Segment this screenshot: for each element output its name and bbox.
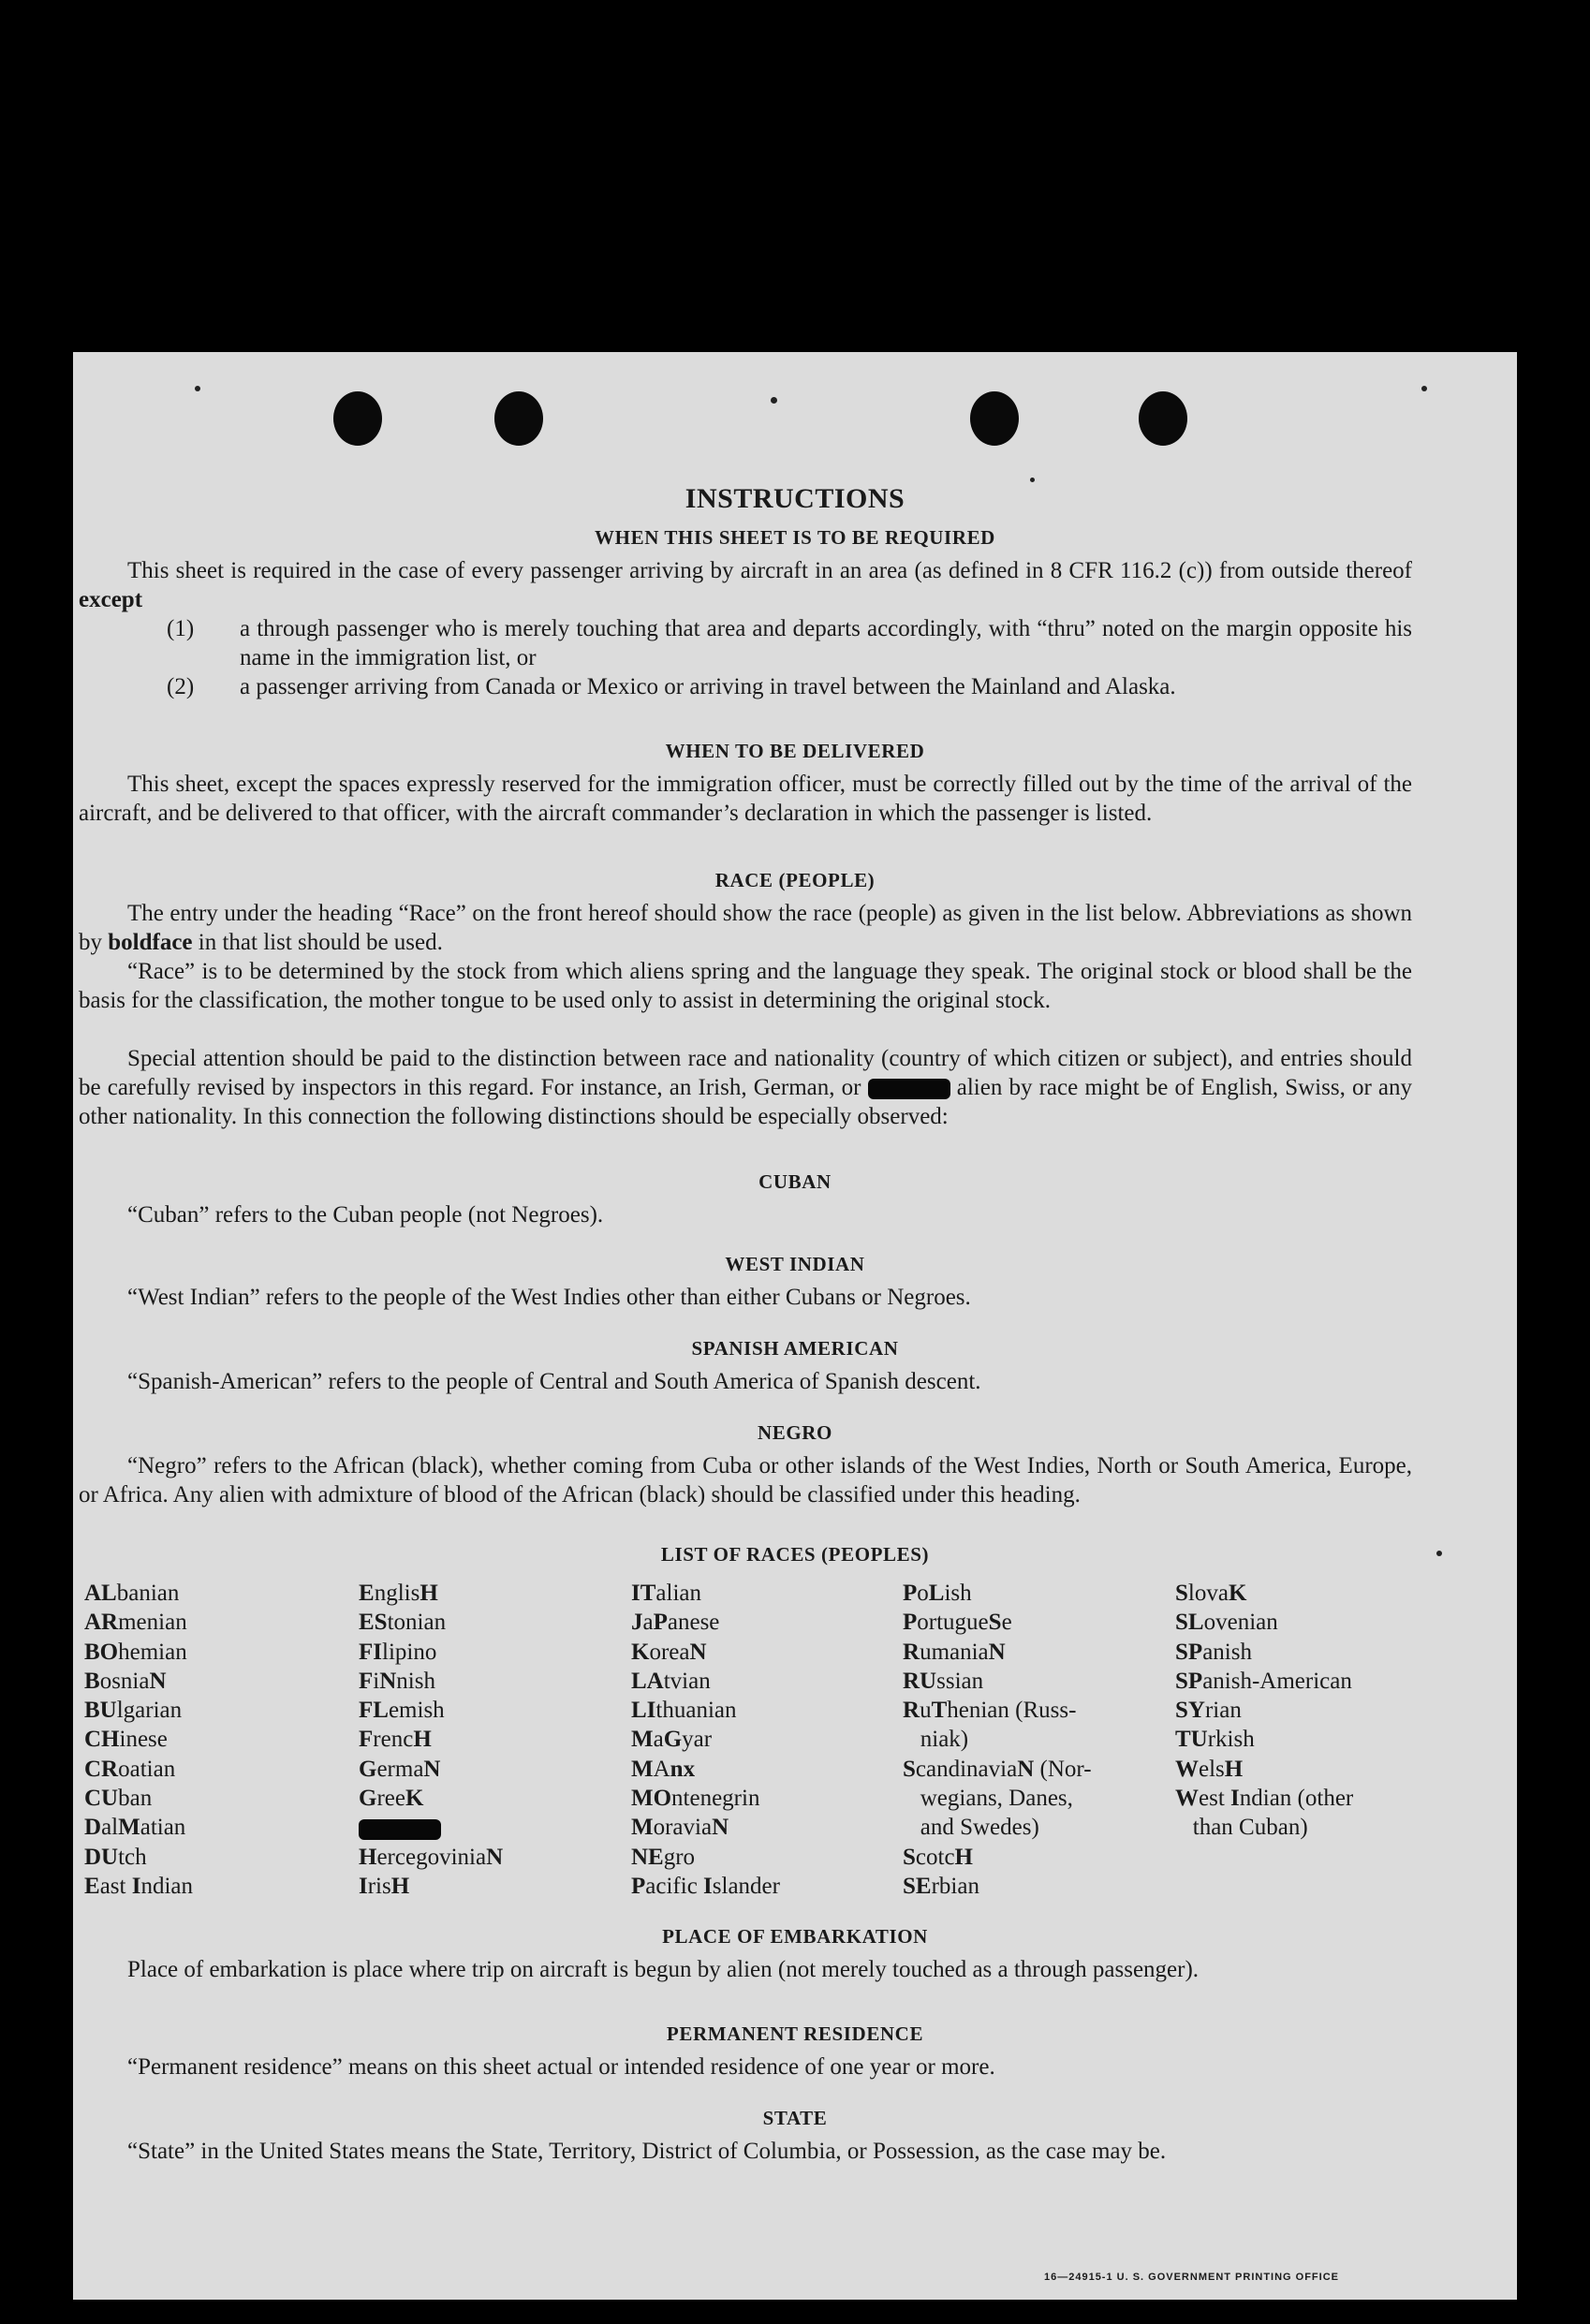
race-list-item: SErbian bbox=[903, 1873, 979, 1899]
list-number: (2) bbox=[167, 674, 195, 699]
race-list-item: MOntenegrin bbox=[631, 1786, 760, 1812]
race-list-item: GermaN bbox=[359, 1756, 441, 1782]
race-list-item: ScandinaviaN (Nor- bbox=[903, 1756, 1092, 1782]
race-list-item: ARmenian bbox=[84, 1610, 187, 1636]
heading-state: STATE bbox=[762, 2107, 828, 2129]
document-sheet bbox=[73, 352, 1517, 2300]
race-list-item: KoreaN bbox=[631, 1639, 707, 1665]
race-list-item: SPanish bbox=[1175, 1639, 1252, 1665]
heading-permanent-residence: PERMANENT RESIDENCE bbox=[666, 2022, 924, 2045]
speck bbox=[1030, 478, 1035, 482]
paragraph-spanish-american: “Spanish-American” refers to the people of Central and South America of Spanish descent. bbox=[127, 1369, 981, 1394]
race-list-item: SLovenian bbox=[1175, 1610, 1278, 1636]
race-list-item: HercegoviniaN bbox=[359, 1844, 504, 1870]
race-list-item: RuThenian (Russ- bbox=[903, 1698, 1077, 1724]
text-race-1a: The entry under the heading “Race” on the front hereof should show the race (people) as given in the list below. Abbreviations as shown by bbox=[79, 901, 1412, 955]
redaction-mark bbox=[868, 1079, 950, 1099]
printing-office-footer: 16—24915-1 U. S. GOVERNMENT PRINTING OFFICE bbox=[1043, 2272, 1339, 2283]
race-list-item: FIlipino bbox=[359, 1639, 437, 1665]
race-list-item: EStonian bbox=[359, 1610, 447, 1636]
race-list-item: RUssian bbox=[903, 1668, 984, 1694]
heading-list-of-races: LIST OF RACES (PEOPLES) bbox=[660, 1543, 930, 1566]
races-column-1 bbox=[84, 1579, 193, 1901]
paragraph-race-1 bbox=[79, 899, 1412, 957]
text-race-3b: alien by race might be of English, Swiss, or any other nationality. In this connection the following distinctions should be especially observed: bbox=[79, 1075, 1413, 1129]
heading-spanish-american: SPANISH AMERICAN bbox=[691, 1337, 899, 1360]
race-list-item: MoraviaN bbox=[631, 1815, 729, 1841]
race-list-item: MaGyar bbox=[631, 1727, 713, 1753]
text-race-1b: in that list should be used. bbox=[198, 930, 443, 955]
heading-when-delivered: WHEN TO BE DELIVERED bbox=[665, 740, 925, 762]
race-list-item: CRoatian bbox=[84, 1756, 176, 1782]
race-list-item: TUrkish bbox=[1175, 1727, 1255, 1753]
punch-hole bbox=[970, 391, 1019, 446]
race-list-item: SPanish-American bbox=[1175, 1668, 1352, 1694]
race-list-item: Pacific Islander bbox=[631, 1873, 780, 1899]
punch-hole bbox=[494, 391, 543, 446]
race-list-item: niak) bbox=[903, 1727, 969, 1753]
text-required-intro: This sheet is required in the case of every passenger arriving by aircraft in an area (as defined in 8 CFR 116.2 (c)) from outside thereof bbox=[127, 558, 1412, 583]
speck bbox=[1421, 386, 1427, 391]
heading-race: RACE (PEOPLE) bbox=[714, 869, 876, 891]
race-list-item: and Swedes) bbox=[903, 1815, 1039, 1841]
races-column-2 bbox=[359, 1579, 503, 1901]
race-list-item: MAnx bbox=[631, 1756, 696, 1782]
punch-hole bbox=[1139, 391, 1187, 446]
races-column-3 bbox=[631, 1579, 780, 1901]
races-column-4 bbox=[903, 1579, 1092, 1901]
list-number: (1) bbox=[167, 616, 195, 641]
race-list-item: ScotcH bbox=[903, 1844, 973, 1870]
race-list-item: JaPanese bbox=[631, 1610, 720, 1636]
race-list-item: FrencH bbox=[359, 1727, 432, 1753]
race-list-item: LIthuanian bbox=[631, 1698, 737, 1724]
paragraph-negro: “Negro” refers to the African (black), whether coming from Cuba or other islands of the West Indies, North or South America, Europe, or Africa. Any alien with admixture of blood of the African (black) should be classified under this heading. bbox=[79, 1453, 1412, 1508]
race-list-item: BUlgarian bbox=[84, 1698, 183, 1724]
race-list-item: PortugueSe bbox=[903, 1610, 1012, 1636]
races-column-5 bbox=[1175, 1579, 1353, 1843]
race-list-item: SlovaK bbox=[1175, 1581, 1247, 1606]
heading-west-indian: WEST INDIAN bbox=[725, 1253, 865, 1275]
race-list-item: IrisH bbox=[359, 1873, 410, 1899]
heading-embarkation: PLACE OF EMBARKATION bbox=[662, 1925, 928, 1948]
race-list-item: FiNnish bbox=[359, 1668, 435, 1694]
race-list-item: CUban bbox=[84, 1786, 153, 1812]
race-list-item: East Indian bbox=[84, 1873, 193, 1899]
paragraph-race-3 bbox=[79, 1044, 1412, 1131]
text-race-3a: Special attention should be paid to the distinction between race and nationality (country of which citizen or subject), and entries should be carefully revised by inspectors in this regard. For instance, an Irish, German, or bbox=[79, 1046, 1412, 1100]
race-list-item: DUtch bbox=[84, 1844, 147, 1870]
paragraph-cuban: “Cuban” refers to the Cuban people (not Negroes). bbox=[127, 1202, 604, 1228]
race-list-item: SYrian bbox=[1175, 1698, 1242, 1724]
heading-when-required: WHEN THIS SHEET IS TO BE REQUIRED bbox=[595, 526, 995, 549]
race-list-item: LAtvian bbox=[631, 1668, 711, 1694]
text-boldface: boldface bbox=[108, 930, 193, 955]
race-list-item: RumaniaN bbox=[903, 1639, 1006, 1665]
paragraph-embarkation: Place of embarkation is place where trip on aircraft is begun by alien (not merely touched as a through passenger). bbox=[127, 1957, 1200, 1982]
paragraph-required bbox=[79, 556, 1412, 614]
race-list-item: WelsH bbox=[1175, 1756, 1244, 1782]
race-list-item: FLemish bbox=[359, 1698, 445, 1724]
paragraph-permanent-residence: “Permanent residence” means on this sheet actual or intended residence of one year or more. bbox=[127, 2054, 995, 2080]
redaction-mark bbox=[359, 1819, 441, 1840]
race-list-item: ITalian bbox=[631, 1581, 701, 1606]
heading-negro: NEGRO bbox=[757, 1421, 832, 1444]
list-item-1 bbox=[167, 614, 1412, 672]
paragraph-race-2: “Race” is to be determined by the stock from which aliens spring and the language they speak. The original stock or blood shall be the basis for the classification, the mother tongue to be used only to assist in determining the original stock. bbox=[79, 959, 1412, 1013]
page-title: INSTRUCTIONS bbox=[685, 483, 905, 514]
punch-hole bbox=[333, 391, 382, 446]
heading-cuban: CUBAN bbox=[758, 1170, 832, 1193]
race-list-item: PoLish bbox=[903, 1581, 972, 1606]
list-item-text: a through passenger who is merely touching that area and departs accordingly, with “thru” noted on the margin opposite his name in the immigration list, or bbox=[240, 616, 1412, 670]
race-list-item: BosniaN bbox=[84, 1668, 167, 1694]
race-list-item: wegians, Danes, bbox=[903, 1786, 1073, 1812]
race-list-item bbox=[359, 1813, 503, 1842]
race-list-item: CHinese bbox=[84, 1727, 168, 1753]
list-item-2 bbox=[167, 672, 1412, 701]
race-list-item: NEgro bbox=[631, 1844, 696, 1870]
race-list-item: DalMatian bbox=[84, 1815, 186, 1841]
paragraph-delivered: This sheet, except the spaces expressly reserved for the immigration officer, must be correctly filled out by the time of the arrival of the aircraft, and be delivered to that officer, with the aircraft commander’s declaration in which the passenger is listed. bbox=[79, 772, 1412, 826]
race-list-item: GreeK bbox=[359, 1786, 424, 1812]
race-list-item: BOhemian bbox=[84, 1639, 187, 1665]
paragraph-west-indian: “West Indian” refers to the people of the West Indies other than either Cubans or Negroes. bbox=[127, 1285, 971, 1310]
speck bbox=[771, 397, 777, 404]
race-list-item: than Cuban) bbox=[1175, 1815, 1308, 1841]
speck bbox=[195, 386, 200, 391]
text-except: except bbox=[79, 587, 143, 612]
list-item-text: a passenger arriving from Canada or Mexico or arriving in travel between the Mainland and Alaska. bbox=[240, 674, 1176, 699]
race-list-item: West Indian (other bbox=[1175, 1786, 1354, 1812]
race-list-item: ALbanian bbox=[84, 1581, 180, 1606]
race-list-item: EnglisH bbox=[359, 1581, 438, 1606]
paragraph-state: “State” in the United States means the State, Territory, District of Columbia, or Possession, as the case may be. bbox=[127, 2139, 1167, 2164]
